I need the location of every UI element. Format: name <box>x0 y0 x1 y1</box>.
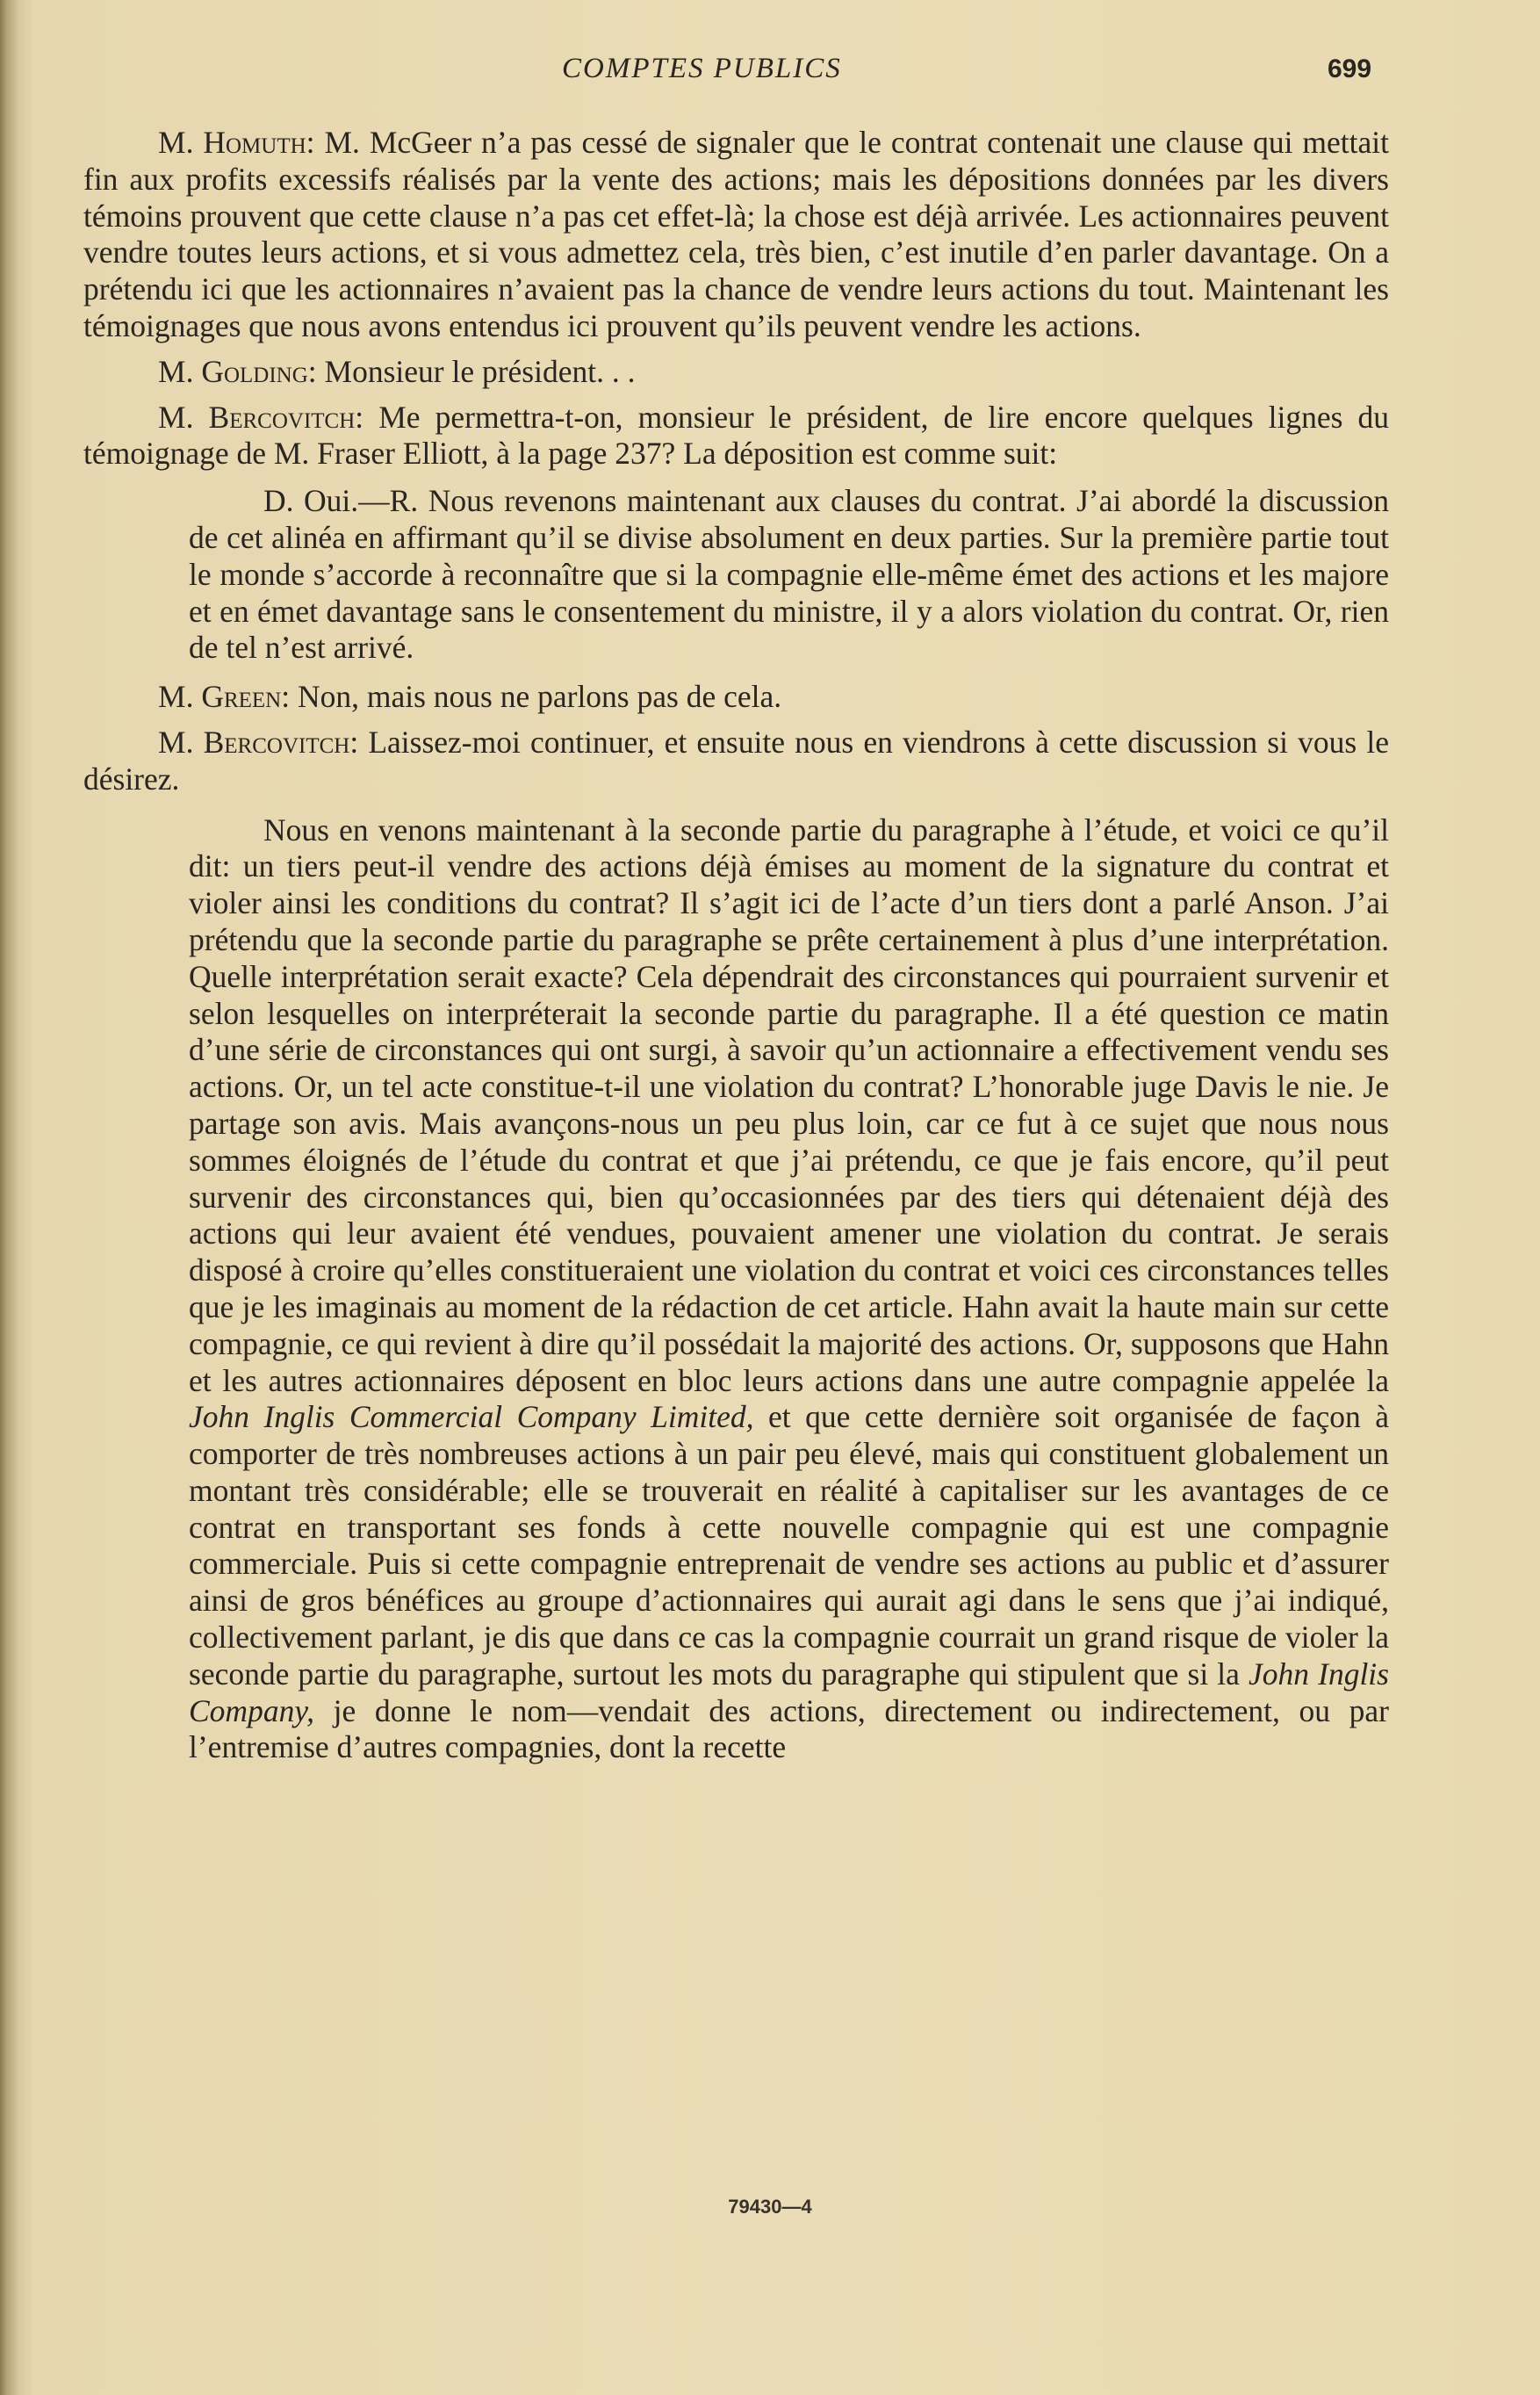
paragraph-text: Non, mais nous ne parlons pas de cela. <box>297 679 782 715</box>
block-quote-testimony: D. Oui.—R. Nous revenons maintenant aux clauses du contrat. J’ai abordé la discussion de cet alinéa en affirmant qu’il se divise absolument en deux parties. Sur la première partie tout le monde s’accorde à reconnaître que si la compagnie elle-même émet des actions et les majore et en émet davantage sans le consentement du ministre, il y a alors violation du contrat. Or, rien de tel n’est arrivé. <box>189 483 1389 666</box>
paragraph-golding: M. Golding: Monsieur le président. . . <box>158 353 636 389</box>
page-body <box>83 125 1389 1766</box>
speaker-name: M. Homuth <box>158 125 306 160</box>
paragraph-text: Monsieur le président. . . <box>324 353 636 389</box>
speaker-name: M. Golding <box>158 353 308 389</box>
company-name-italic: John Inglis Company, <box>189 1656 1389 1728</box>
paragraph-text: M. McGeer n’a pas cessé de signaler que le contrat contenait une clause qui mettait fin aux profits excessifs réalisés par la vente des actions; mais les dépositions données par les divers témoins prouvent que cette clause n’a pas cet effet-là; la chose est déjà arrivée. Les actionnaires peuvent vendre toutes leurs actions, et si vous admettez cela, très bien, c’est inutile d’en parler davantage. On a prétendu ici que les actionnaires n’avaient pas la chance de vendre leurs actions du tout. Maintenant les témoignages que nous avons entendus ici prouvent qu’ils peuvent vendre les actions. <box>83 125 1389 343</box>
block-quote-continued <box>189 812 1389 1767</box>
running-head: COMPTES PUBLICS <box>562 53 842 84</box>
page-footer <box>0 2196 1540 2218</box>
speaker-name: M. Bercovitch <box>158 724 350 760</box>
quote-text: Nous en venons maintenant à la seconde partie du paragraphe à l’étude, et voici ce qu’il dit: un tiers peut-il vendre des actions déjà émises au moment de la signature du contrat et violer ainsi les conditions du contrat? Il s’agit ici de l’acte d’un tiers dont a parlé Anson. J’ai prétendu que la seconde partie du paragraphe se prête certainement à plus d’une interprétation. Quelle interprétation serait exacte? Cela dépendrait des circonstances qui pourraient survenir et selon lesquelles on interpréterait la seconde partie du paragraphe. Il a été question ce matin d’une série de circonstances qui ont surgi, à savoir qu’un actionnaire a effectivement vendu ses actions. Or, un tel acte constitue-t-il une violation du contrat? L’honorable juge Davis le nie. Je partage son avis. Mais avançons-nous un peu plus loin, car ce fut à ce sujet que nous nous sommes éloignés de l’étude du contrat et que j’ai prétendu, ce que je fais encore, qu’il peut survenir des circonstances qui, bien qu’occasionnées par des tiers qui détenaient déjà des actions qui leur avaient été vendues, pouvaient amener une violation du contrat. Je serais disposé à croire qu’elles constitueraient une violation du contrat et voici ces circonstances telles que je les imaginais au moment de la rédaction de cet article. Hahn avait la haute main sur cette compagnie, ce qui revient à dire qu’il possédait la majorité des actions. Or, supposons que Hahn et les autres actionnaires déposent en bloc leurs actions dans une autre compagnie appelée la <box>189 812 1389 1398</box>
paragraph-text: Laissez-moi continuer, et ensuite nous en viendrons à cette discussion si vous le désirez. <box>83 724 1389 797</box>
page-header <box>0 53 1540 97</box>
company-name-italic: John Inglis Commercial Company Limited, <box>189 1399 754 1435</box>
speaker-name: M. Green <box>158 679 282 715</box>
quote-text: et que cette dernière soit organisée de façon à comporter de très nombreuses actions à un pair peu élevé, mais qui constituent globalement un montant très considérable; elle se trouverait en réalité à capitaliser sur les avantages de ce contrat en transportant ses fonds à cette nouvelle compagnie qui est une compagnie commerciale. Puis si cette compagnie entreprenait de vendre ses actions au public et d’assurer ainsi de gros bénéfices au groupe d’actionnaires qui aurait agi dans le sens que j’ai indiqué, collectivement parlant, je dis que dans ce cas la compagnie courrait un grand risque de violer la seconde partie du paragraphe, surtout les mots du paragraphe qui stipulent que si la <box>189 1399 1389 1692</box>
paragraph-bercovitch-1: M. Bercovitch: Me permettra-t-on, monsieur le président, de lire encore quelques lignes du témoignage de M. Fraser Elliott, à la page 237? La déposition est comme suit: <box>83 399 1389 472</box>
quote-text: je donne le nom—vendait des actions, directement ou indirectement, ou par l’entremise d’autres compagnies, dont la recette <box>189 1692 1389 1765</box>
paragraph-bercovitch-2: M. Bercovitch: Laissez-moi continuer, et ensuite nous en viendrons à cette discussion si vous le désirez. <box>83 724 1389 797</box>
page-number: 699 <box>1328 54 1372 83</box>
paragraph-text: Me permettra-t-on, monsieur le président, de lire encore quelques lignes du témoignage de M. Fraser Elliott, à la page 237? La déposition est comme suit: <box>83 399 1389 472</box>
signature-mark: 79430—4 <box>728 2196 812 2218</box>
paragraph-homuth: M. Homuth: M. McGeer n’a pas cessé de signaler que le contrat contenait une clause qui mettait fin aux profits excessifs réalisés par la vente des actions; mais les dépositions données par les divers témoins prouvent que cette clause n’a pas cet effet-là; la chose est déjà arrivée. Les actionnaires peuvent vendre toutes leurs actions, et si vous admettez cela, très bien, c’est inutile d’en parler davantage. On a prétendu ici que les actionnaires n’avaient pas la chance de vendre leurs actions du tout. Maintenant les témoignages que nous avons entendus ici prouvent qu’ils peuvent vendre les actions. <box>83 125 1389 343</box>
paragraph-green: M. Green: Non, mais nous ne parlons pas de cela. <box>158 679 782 715</box>
speaker-name: M. Bercovitch <box>158 399 356 435</box>
